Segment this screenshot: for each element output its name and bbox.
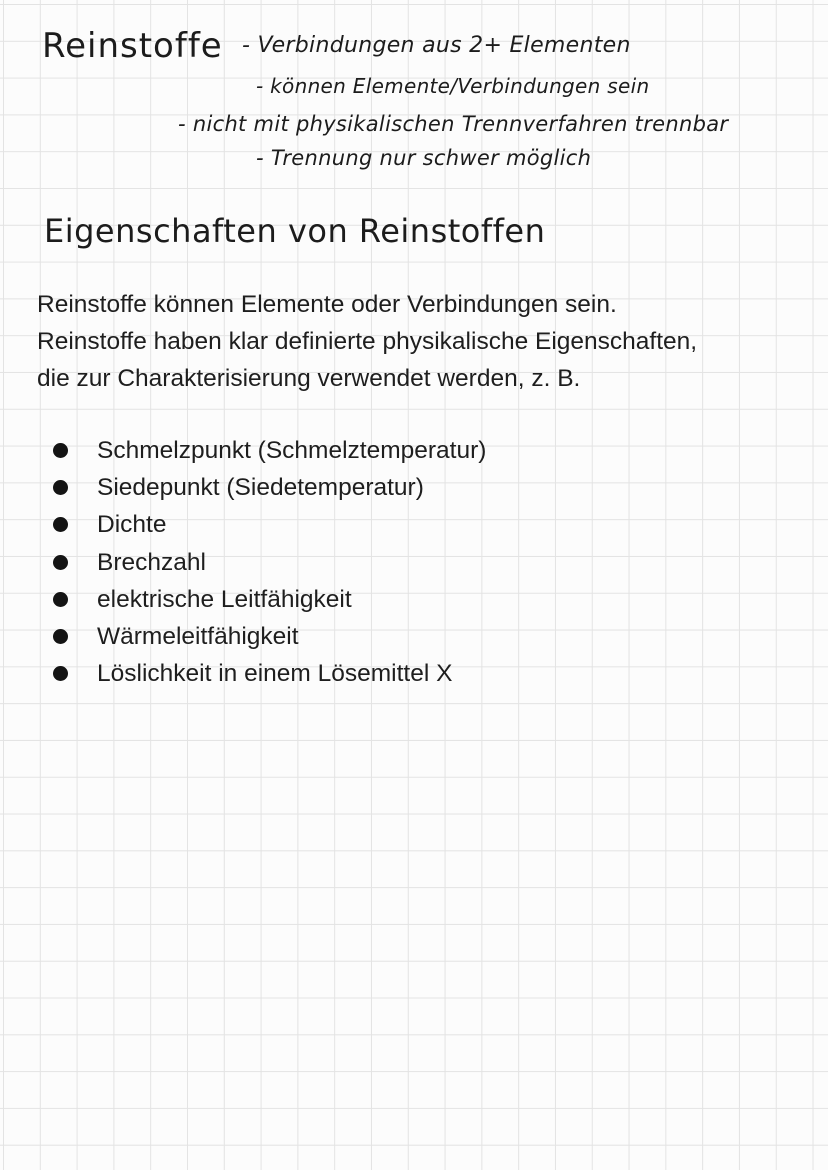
list-item-text: Löslichkeit in einem Lösemittel X — [97, 660, 453, 688]
paragraph-line: die zur Charakterisierung verwendet werden, z. B. — [37, 365, 581, 392]
bullet-icon — [53, 592, 68, 607]
bullet-icon — [53, 480, 68, 495]
list-item-text: Schmelzpunkt (Schmelztemperatur) — [97, 437, 487, 464]
section-heading: Eigenschaften von Reinstoffen — [44, 212, 546, 250]
list-item-text: elektrische Leitfähigkeit — [97, 585, 352, 613]
paragraph-line: Reinstoffe haben klar definierte physikalische Eigenschaften, — [37, 328, 698, 355]
bullet-icon — [53, 443, 68, 458]
list-item-text: Wärmeleitfähigkeit — [97, 622, 299, 650]
handwritten-note-line: - können Elemente/Verbindungen sein — [256, 74, 650, 98]
list-item-text: Siedepunkt (Siedetemperatur) — [97, 474, 424, 502]
bullet-icon — [53, 555, 68, 570]
bullet-icon — [53, 517, 68, 532]
handwritten-title: Reinstoffe — [42, 26, 223, 66]
handwritten-note-line: - Verbindungen aus 2+ Elementen — [242, 33, 631, 58]
handwritten-note-line: - Trennung nur schwer möglich — [256, 146, 592, 170]
list-item-text: Brechzahl — [97, 548, 206, 576]
paragraph-line: Reinstoffe können Elemente oder Verbindungen sein. — [37, 291, 617, 318]
bullet-icon — [53, 666, 68, 681]
handwritten-note-line: - nicht mit physikalischen Trennverfahren trennbar — [178, 112, 729, 136]
bullet-icon — [53, 629, 68, 644]
list-item-text: Dichte — [97, 511, 167, 539]
